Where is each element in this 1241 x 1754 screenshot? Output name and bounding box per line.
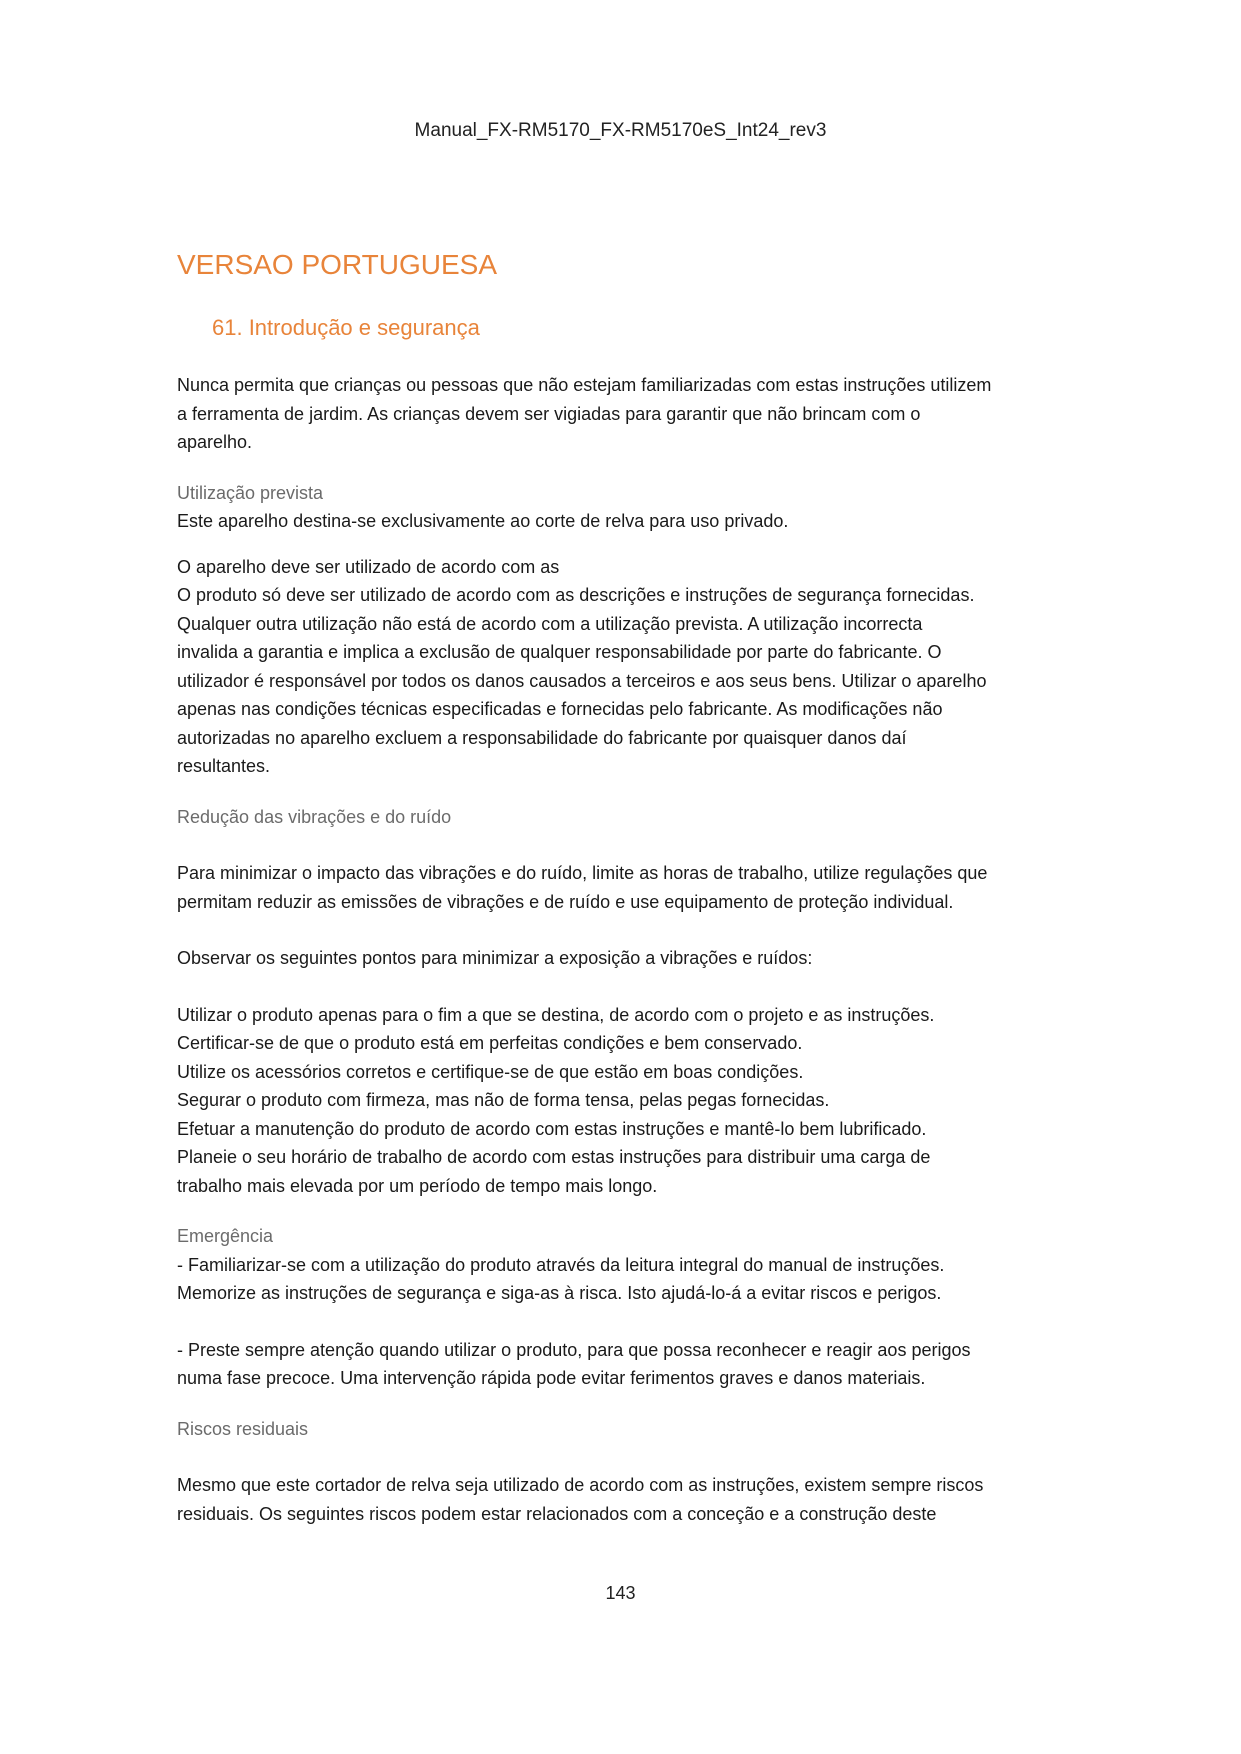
document-title: VERSAO PORTUGUESA xyxy=(177,249,498,280)
list-item: Segurar o produto com firmeza, mas não de forma tensa, pelas pegas fornecidas. xyxy=(177,1090,830,1110)
text-line: - Familiarizar-se com a utilização do produto através da leitura integral do manual de instruções. xyxy=(177,1254,945,1275)
section-title: 61. Introdução e segurança xyxy=(212,315,480,340)
subsection-heading: Redução das vibrações e do ruído xyxy=(177,806,452,827)
subsection-heading: Riscos residuais xyxy=(177,1418,309,1439)
text-line: residuais. Os seguintes riscos podem estar relacionados com a conceção e a construção deste xyxy=(177,1503,937,1524)
intended-use-section xyxy=(177,479,1077,536)
subsection-heading: Utilização prevista xyxy=(177,482,324,503)
text-line: Qualquer outra utilização não está de acordo com a utilização prevista. A utilização incorrecta xyxy=(177,613,923,634)
list-item: trabalho mais elevada por um período de tempo mais longo. xyxy=(177,1175,658,1196)
text-line: Mesmo que este cortador de relva seja utilizado de acordo com as instruções, existem sempre riscos xyxy=(177,1475,984,1495)
list-item: Planeie o seu horário de trabalho de acordo com estas instruções para distribuir uma carga de xyxy=(177,1147,931,1167)
page-number: 143 xyxy=(605,1583,636,1603)
text-line: autorizadas no aparelho excluem a responsabilidade do fabricante por quaisquer danos daí xyxy=(177,727,907,748)
text-line: invalida a garantia e implica a exclusão de qualquer responsabilidade por parte do fabricante. O xyxy=(177,642,942,662)
page-content xyxy=(177,245,1077,1528)
text-line: O produto só deve ser utilizado de acordo com as descrições e instruções de segurança fornecidas. xyxy=(177,585,975,605)
text-line: utilizador é responsável por todos os danos causados a terceiros e aos seus bens. Utilizar o aparelho xyxy=(177,670,987,691)
text-line: permitam reduzir as emissões de vibrações e de ruído e use equipamento de proteção individual. xyxy=(177,891,954,912)
list-item: Utilizar o produto apenas para o fim a que se destina, de acordo com o projeto e as instruções. xyxy=(177,1004,935,1025)
text-line: a ferramenta de jardim. As crianças devem ser vigiadas para garantir que não brincam com o xyxy=(177,403,921,424)
text-line: Observar os seguintes pontos para minimizar a exposição a vibrações e ruídos: xyxy=(177,948,813,968)
text-line: apenas nas condições técnicas especificadas e fornecidas pelo fabricante. As modificações não xyxy=(177,699,943,719)
subsection-heading: Emergência xyxy=(177,1226,274,1246)
list-item: Certificar-se de que o produto está em perfeitas condições e bem conservado. xyxy=(177,1033,803,1053)
emergency-section xyxy=(177,1222,1077,1393)
list-item: Efetuar a manutenção do produto de acordo com estas instruções e mantê-lo bem lubrificado. xyxy=(177,1118,927,1139)
usage-rules-paragraph xyxy=(177,553,1077,781)
text-line: numa fase precoce. Uma intervenção rápida pode evitar ferimentos graves e danos materiais. xyxy=(177,1368,926,1388)
text-line: aparelho. xyxy=(177,432,253,452)
page-header: Manual_FX-RM5170_FX-RM5170eS_Int24_rev3 xyxy=(414,120,827,141)
residual-risks-section xyxy=(177,1415,1077,1529)
list-item: Utilize os acessórios corretos e certifique-se de que estão em boas condições. xyxy=(177,1061,804,1082)
text-line: Para minimizar o impacto das vibrações e do ruído, limite as horas de trabalho, utilize regulações que xyxy=(177,863,988,883)
vibration-section xyxy=(177,803,1077,1201)
text-line: resultantes. xyxy=(177,756,271,776)
text-line: Nunca permita que crianças ou pessoas que não estejam familiarizadas com estas instruções utilizem xyxy=(177,375,992,395)
text-line: O aparelho deve ser utilizado de acordo com as xyxy=(177,556,560,577)
text-line: Este aparelho destina-se exclusivamente ao corte de relva para uso privado. xyxy=(177,511,789,531)
text-line: Memorize as instruções de segurança e siga-as à risca. Isto ajudá-lo-á a evitar riscos e perigos. xyxy=(177,1283,942,1303)
intro-paragraph xyxy=(177,371,1077,457)
text-line: - Preste sempre atenção quando utilizar o produto, para que possa reconhecer e reagir aos perigos xyxy=(177,1339,971,1360)
